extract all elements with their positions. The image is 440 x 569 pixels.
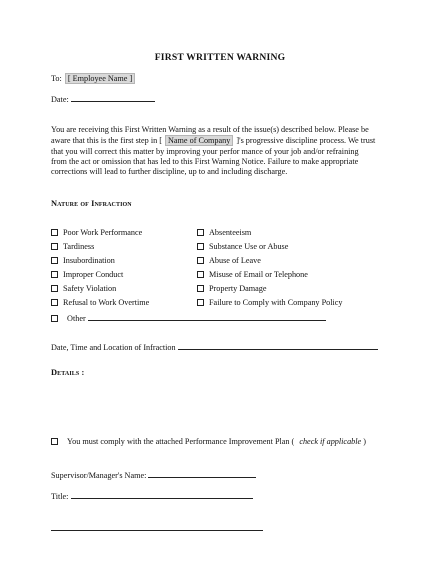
- supervisor-row: [51, 469, 256, 481]
- date-label: Date:: [51, 95, 69, 104]
- infraction-safety-violation[interactable]: Safety Violation: [51, 284, 116, 294]
- checkbox-icon[interactable]: [51, 285, 58, 292]
- infraction-tardiness[interactable]: Tardiness: [51, 242, 94, 252]
- pip-close: ): [363, 437, 366, 446]
- checkbox-icon[interactable]: [197, 243, 204, 250]
- date-row: [51, 93, 155, 105]
- supervisor-line[interactable]: [148, 469, 256, 478]
- infraction-poor-performance[interactable]: Poor Work Performance: [51, 228, 142, 238]
- infraction-absenteeism[interactable]: Absenteeism: [197, 228, 251, 238]
- other-label: Other: [67, 314, 86, 323]
- infraction-misuse-email[interactable]: Misuse of Email or Telephone: [197, 270, 308, 280]
- date-line[interactable]: [71, 93, 155, 102]
- checkbox-icon[interactable]: [51, 257, 58, 264]
- checkbox-icon[interactable]: [197, 271, 204, 278]
- signature-line[interactable]: [51, 529, 263, 531]
- to-row: [51, 74, 136, 84]
- supervisor-label: Supervisor/Manager's Name:: [51, 471, 147, 480]
- intro-line-3: that you will correct this matter by improving your perfor mance of your job and/or refraining: [51, 147, 359, 156]
- checkbox-icon[interactable]: [51, 299, 58, 306]
- checkbox-icon[interactable]: [197, 299, 204, 306]
- infraction-other[interactable]: [51, 312, 326, 324]
- title-row: [51, 490, 253, 502]
- employee-name-field[interactable]: [ Employee Name ]: [65, 73, 135, 84]
- intro-line-5: corrections will lead to further discipline, up to and including discharge.: [51, 167, 288, 176]
- date-time-location-label: Date, Time and Location of Infraction: [51, 343, 176, 352]
- infraction-improper-conduct[interactable]: Improper Conduct: [51, 270, 123, 280]
- infraction-substance-use[interactable]: Substance Use or Abuse: [197, 242, 288, 252]
- checkbox-icon[interactable]: [51, 243, 58, 250]
- checkbox-icon[interactable]: [51, 315, 58, 322]
- intro-line-2-start: aware that this is the first step in [: [51, 136, 162, 145]
- pip-text: You must comply with the attached Performance Improvement Plan (: [67, 437, 295, 446]
- intro-line-4: from the act or omission that has led to this First Warning Notice. Failure to make appropriate: [51, 157, 359, 166]
- checkbox-icon[interactable]: [51, 229, 58, 236]
- infraction-abuse-of-leave[interactable]: Abuse of Leave: [197, 256, 261, 266]
- checkbox-icon[interactable]: [51, 271, 58, 278]
- date-time-location-row: [51, 341, 378, 353]
- infraction-refusal-overtime[interactable]: Refusal to Work Overtime: [51, 298, 149, 308]
- title-label: Title:: [51, 492, 69, 501]
- checkbox-icon[interactable]: [197, 229, 204, 236]
- company-name-field[interactable]: Name of Company: [165, 135, 233, 146]
- details-heading: Details :: [51, 368, 85, 377]
- intro-line-1: You are receiving this First Written Warning as a result of the issue(s) described below. Please be: [51, 125, 369, 134]
- intro-line-2: [51, 136, 375, 146]
- infraction-failure-comply[interactable]: Failure to Comply with Company Policy: [197, 298, 343, 308]
- title-line[interactable]: [71, 490, 253, 499]
- pip-note: check if applicable: [299, 437, 362, 446]
- intro-line-2-end: ]'s progressive discipline process. We trust: [236, 136, 376, 145]
- date-time-location-line[interactable]: [178, 341, 378, 350]
- pip-row[interactable]: [51, 437, 366, 447]
- checkbox-icon[interactable]: [197, 257, 204, 264]
- checkbox-icon[interactable]: [197, 285, 204, 292]
- to-label: To:: [51, 74, 62, 83]
- other-line[interactable]: [88, 312, 326, 321]
- document-title: FIRST WRITTEN WARNING: [154, 52, 286, 63]
- nature-heading: Nature of Infraction: [51, 199, 132, 208]
- checkbox-icon[interactable]: [51, 438, 58, 445]
- infraction-insubordination[interactable]: Insubordination: [51, 256, 115, 266]
- infraction-property-damage[interactable]: Property Damage: [197, 284, 267, 294]
